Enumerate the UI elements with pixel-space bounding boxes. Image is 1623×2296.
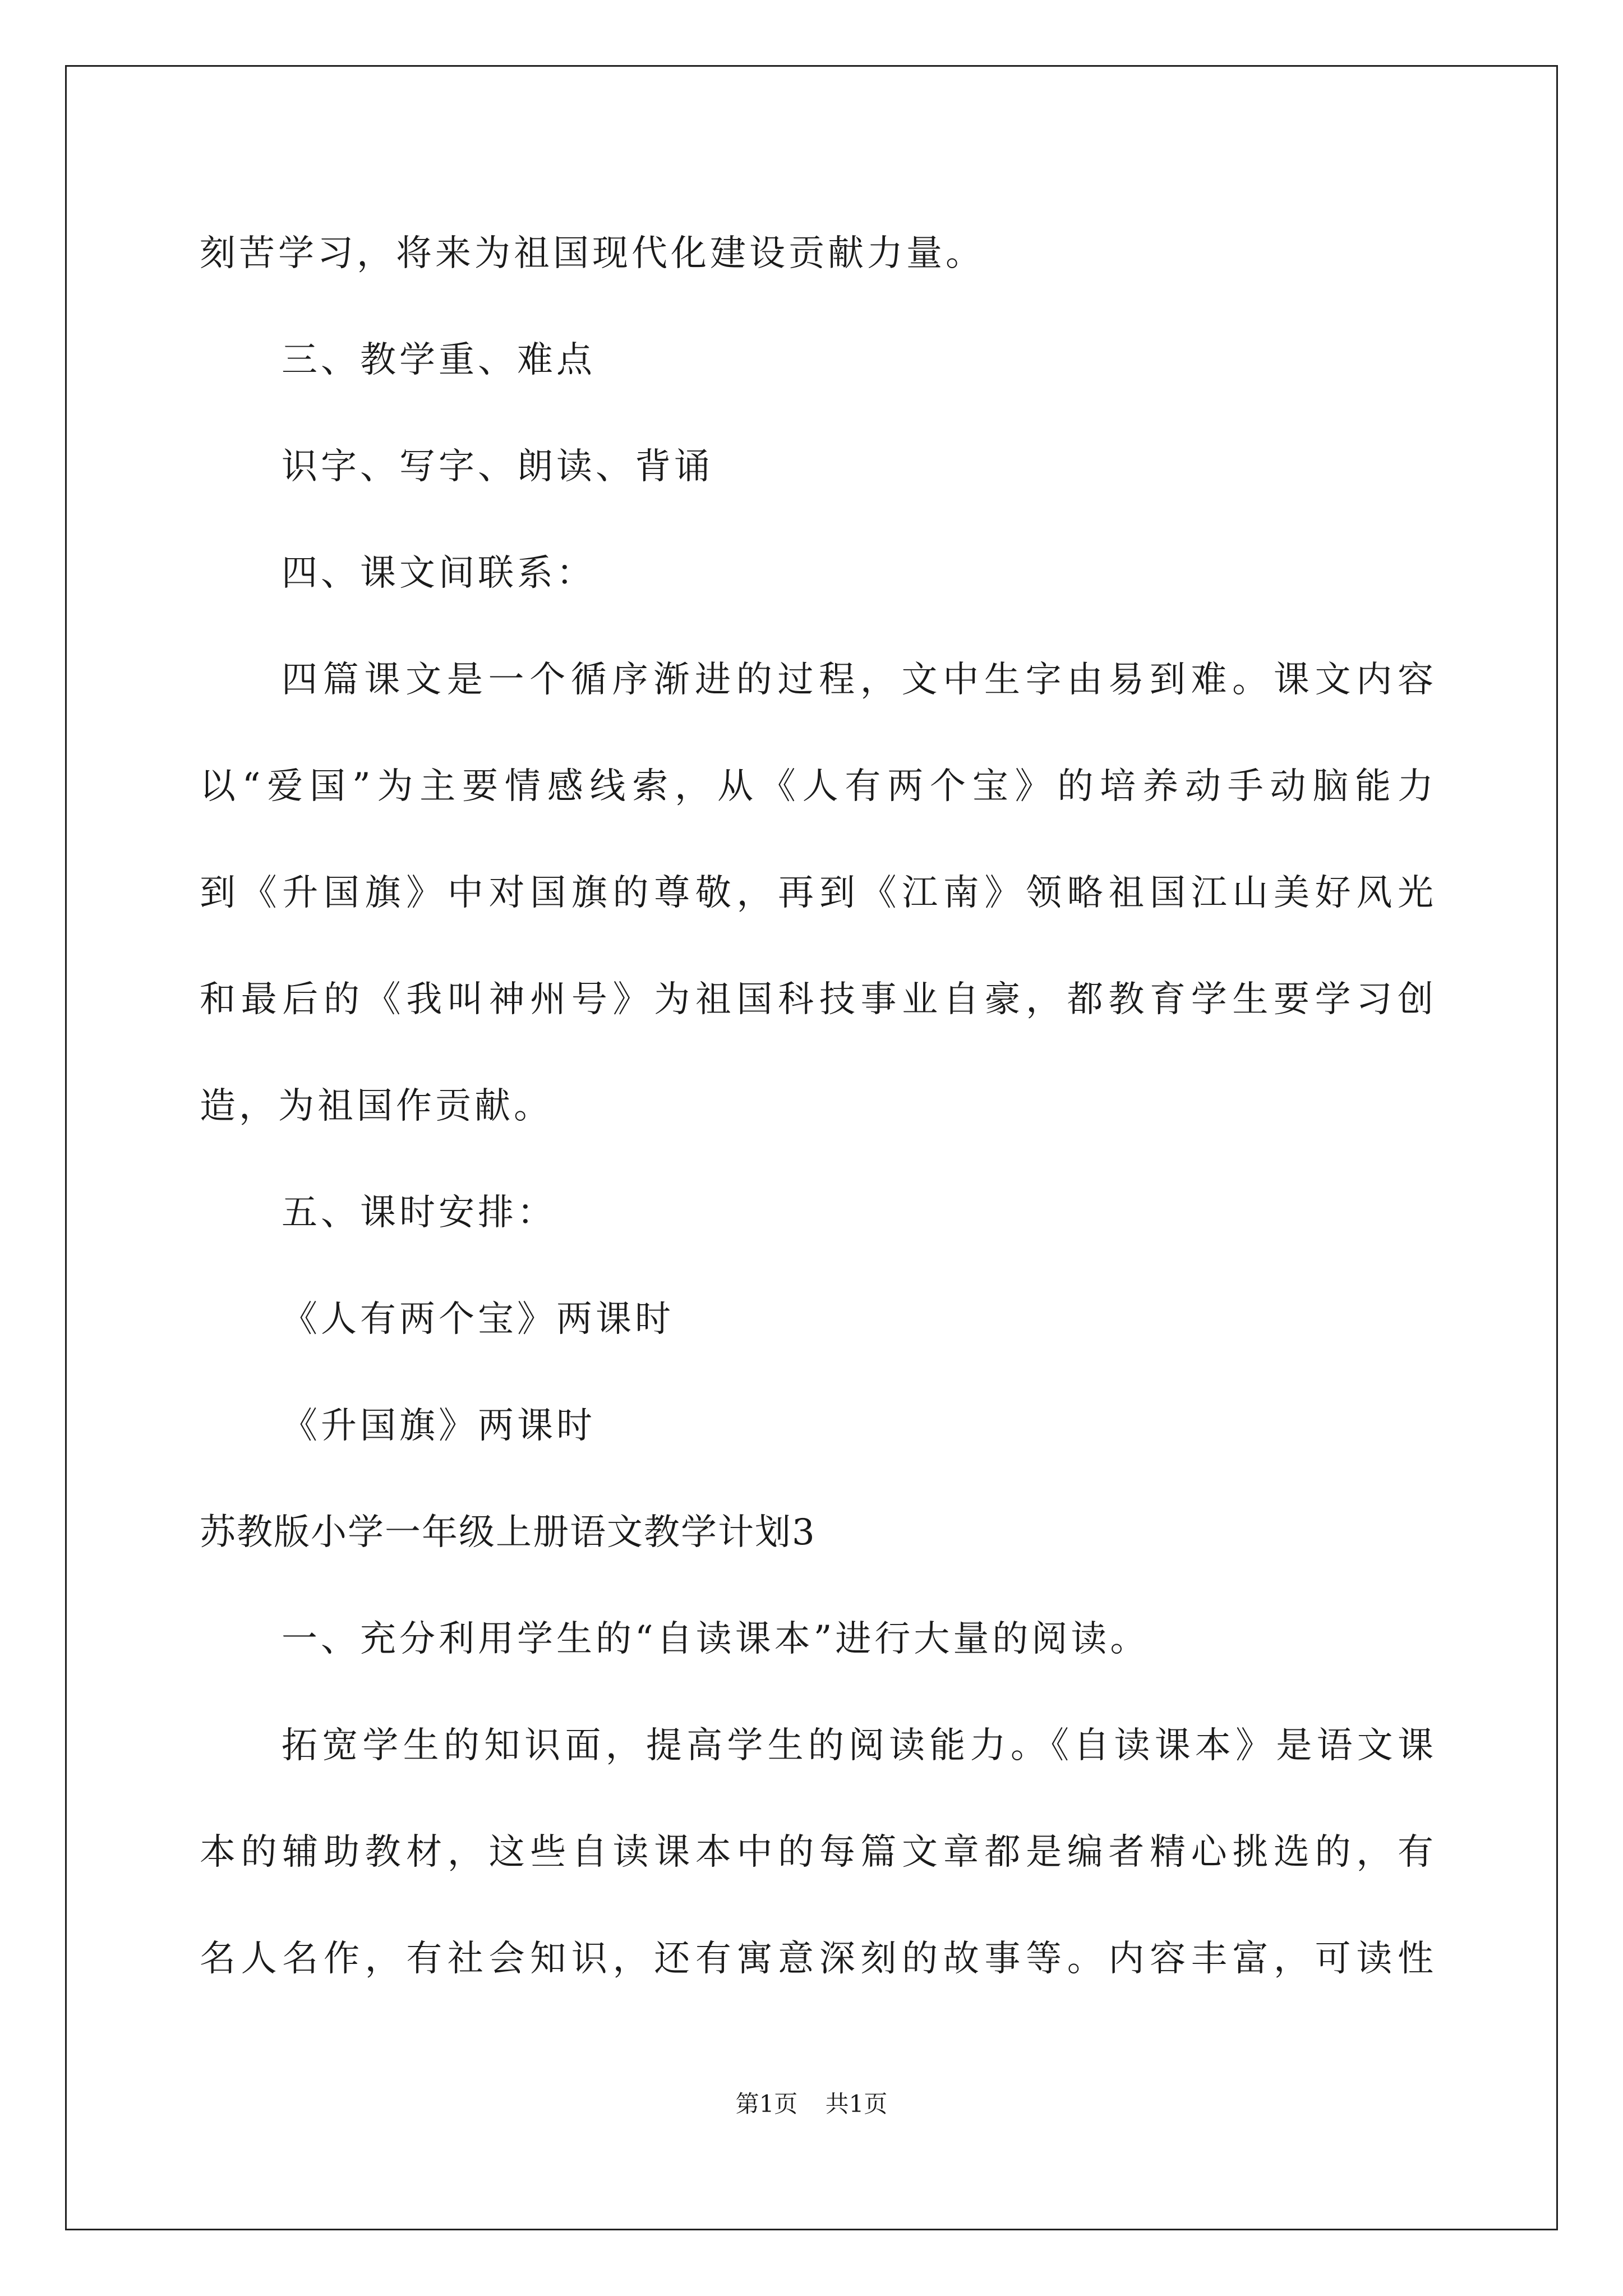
text-line-11: 《人有两个宝》两课时 [282,1299,674,1340]
page-footer [0,2086,1623,2119]
text-line-15: 拓宽学生的知识面，提高学生的阅读能力。《自读课本》是语文课 [282,1725,1433,1766]
heading-schedule: 五、课时安排： [282,1192,556,1234]
text-line-8: 和最后的《我叫神州号》为祖国科技事业自豪，都教育学生要学习创 [200,979,1433,1020]
text-line-6: 以“爱国”为主要情感线索，从《人有两个宝》的培养动手动脑能力 [200,766,1433,807]
text-line-17: 名人名作，有社会知识，还有寓意深刻的故事等。内容丰富，可读性 [200,1938,1433,1980]
section-title: 苏教版小学一年级上册语文教学计划3 [200,1512,816,1553]
heading-reading: 一、充分利用学生的“自读课本”进行大量的阅读。 [282,1618,1150,1660]
page-number: 第1页 [735,2090,798,2118]
heading-key-points: 三、教学重、难点 [282,339,596,381]
text-line-9: 造，为祖国作贡献。 [200,1085,553,1127]
heading-lesson-links: 四、课文间联系： [282,553,596,594]
page-total: 共1页 [825,2090,888,2118]
text-line-1: 刻苦学习，将来为祖国现代化建设贡献力量。 [200,233,985,274]
text-line-16: 本的辅助教材，这些自读课本中的每篇文章都是编者精心挑选的，有 [200,1832,1433,1873]
text-line-12: 《升国旗》两课时 [282,1405,596,1447]
text-line-7: 到《升国旗》中对国旗的尊敬，再到《江南》领略祖国江山美好风光 [200,872,1433,914]
text-line-3: 识字、写字、朗读、背诵 [282,446,713,487]
text-line-5: 四篇课文是一个循序渐进的过程，文中生字由易到难。课文内容 [282,659,1433,701]
